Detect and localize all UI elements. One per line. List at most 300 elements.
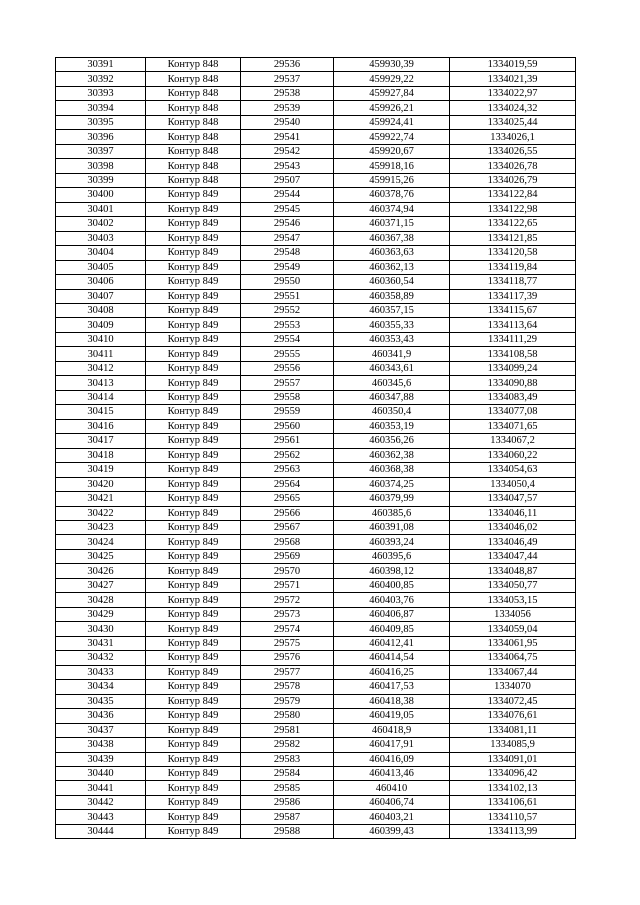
contour-name-cell: Контур 849 (146, 709, 241, 723)
vertex-id-cell: 29576 (241, 651, 334, 665)
contour-name-cell: Контур 849 (146, 405, 241, 419)
x-coordinate-cell: 460409,85 (334, 622, 450, 636)
y-coordinate-cell: 1334072,45 (450, 694, 576, 708)
y-coordinate-cell: 1334070 (450, 680, 576, 694)
point-number-cell: 30439 (56, 752, 146, 766)
coordinates-table (55, 57, 576, 839)
vertex-id-cell: 29586 (241, 795, 334, 809)
y-coordinate-cell: 1334076,61 (450, 709, 576, 723)
vertex-id-cell: 29540 (241, 115, 334, 129)
contour-name-cell: Контур 849 (146, 752, 241, 766)
y-coordinate-cell: 1334102,13 (450, 781, 576, 795)
table-row (56, 593, 576, 607)
vertex-id-cell: 29585 (241, 781, 334, 795)
vertex-id-cell: 29549 (241, 260, 334, 274)
vertex-id-cell: 29581 (241, 723, 334, 737)
y-coordinate-cell: 1334091,01 (450, 752, 576, 766)
contour-name-cell: Контур 849 (146, 694, 241, 708)
point-number-cell: 30391 (56, 58, 146, 72)
table-row (56, 564, 576, 578)
point-number-cell: 30413 (56, 376, 146, 390)
table-row (56, 231, 576, 245)
table-row (56, 217, 576, 231)
contour-name-cell: Контур 849 (146, 303, 241, 317)
vertex-id-cell: 29583 (241, 752, 334, 766)
point-number-cell: 30406 (56, 275, 146, 289)
y-coordinate-cell: 1334122,65 (450, 217, 576, 231)
point-number-cell: 30394 (56, 101, 146, 115)
table-row (56, 738, 576, 752)
table-row (56, 781, 576, 795)
table-row (56, 246, 576, 260)
vertex-id-cell: 29578 (241, 680, 334, 694)
x-coordinate-cell: 460412,41 (334, 636, 450, 650)
vertex-id-cell: 29577 (241, 665, 334, 679)
point-number-cell: 30395 (56, 115, 146, 129)
x-coordinate-cell: 460363,63 (334, 246, 450, 260)
x-coordinate-cell: 459929,22 (334, 72, 450, 86)
x-coordinate-cell: 460406,87 (334, 607, 450, 621)
x-coordinate-cell: 460393,24 (334, 535, 450, 549)
contour-name-cell: Контур 849 (146, 202, 241, 216)
contour-name-cell: Контур 849 (146, 318, 241, 332)
vertex-id-cell: 29539 (241, 101, 334, 115)
vertex-id-cell: 29568 (241, 535, 334, 549)
contour-name-cell: Контур 849 (146, 738, 241, 752)
x-coordinate-cell: 460353,19 (334, 419, 450, 433)
table-body (56, 58, 576, 839)
table-row (56, 636, 576, 650)
vertex-id-cell: 29563 (241, 463, 334, 477)
vertex-id-cell: 29547 (241, 231, 334, 245)
y-coordinate-cell: 1334025,44 (450, 115, 576, 129)
contour-name-cell: Контур 848 (146, 144, 241, 158)
point-number-cell: 30407 (56, 289, 146, 303)
contour-name-cell: Контур 848 (146, 159, 241, 173)
contour-name-cell: Контур 849 (146, 622, 241, 636)
table-row (56, 680, 576, 694)
point-number-cell: 30417 (56, 434, 146, 448)
y-coordinate-cell: 1334056 (450, 607, 576, 621)
x-coordinate-cell: 459930,39 (334, 58, 450, 72)
y-coordinate-cell: 1334019,59 (450, 58, 576, 72)
x-coordinate-cell: 460362,13 (334, 260, 450, 274)
point-number-cell: 30425 (56, 549, 146, 563)
x-coordinate-cell: 460403,76 (334, 593, 450, 607)
contour-name-cell: Контур 849 (146, 665, 241, 679)
contour-name-cell: Контур 848 (146, 115, 241, 129)
vertex-id-cell: 29560 (241, 419, 334, 433)
vertex-id-cell: 29545 (241, 202, 334, 216)
y-coordinate-cell: 1334113,64 (450, 318, 576, 332)
contour-name-cell: Контур 848 (146, 173, 241, 187)
table-row (56, 275, 576, 289)
contour-name-cell: Контур 849 (146, 680, 241, 694)
vertex-id-cell: 29556 (241, 361, 334, 375)
y-coordinate-cell: 1334047,57 (450, 492, 576, 506)
y-coordinate-cell: 1334090,88 (450, 376, 576, 390)
y-coordinate-cell: 1334122,84 (450, 188, 576, 202)
point-number-cell: 30412 (56, 361, 146, 375)
vertex-id-cell: 29580 (241, 709, 334, 723)
x-coordinate-cell: 459918,16 (334, 159, 450, 173)
x-coordinate-cell: 460418,38 (334, 694, 450, 708)
x-coordinate-cell: 460395,6 (334, 549, 450, 563)
vertex-id-cell: 29550 (241, 275, 334, 289)
table-row (56, 86, 576, 100)
y-coordinate-cell: 1334050,4 (450, 477, 576, 491)
point-number-cell: 30410 (56, 332, 146, 346)
x-coordinate-cell: 460374,25 (334, 477, 450, 491)
contour-name-cell: Контур 849 (146, 766, 241, 780)
x-coordinate-cell: 460414,54 (334, 651, 450, 665)
y-coordinate-cell: 1334047,44 (450, 549, 576, 563)
vertex-id-cell: 29571 (241, 578, 334, 592)
point-number-cell: 30442 (56, 795, 146, 809)
vertex-id-cell: 29507 (241, 173, 334, 187)
vertex-id-cell: 29554 (241, 332, 334, 346)
point-number-cell: 30423 (56, 521, 146, 535)
table-row (56, 535, 576, 549)
vertex-id-cell: 29561 (241, 434, 334, 448)
table-row (56, 303, 576, 317)
vertex-id-cell: 29584 (241, 766, 334, 780)
vertex-id-cell: 29543 (241, 159, 334, 173)
point-number-cell: 30399 (56, 173, 146, 187)
point-number-cell: 30405 (56, 260, 146, 274)
x-coordinate-cell: 460371,15 (334, 217, 450, 231)
point-number-cell: 30397 (56, 144, 146, 158)
vertex-id-cell: 29544 (241, 188, 334, 202)
vertex-id-cell: 29548 (241, 246, 334, 260)
point-number-cell: 30428 (56, 593, 146, 607)
vertex-id-cell: 29587 (241, 810, 334, 824)
y-coordinate-cell: 1334021,39 (450, 72, 576, 86)
y-coordinate-cell: 1334064,75 (450, 651, 576, 665)
table-row (56, 144, 576, 158)
contour-name-cell: Контур 849 (146, 651, 241, 665)
table-row (56, 332, 576, 346)
vertex-id-cell: 29562 (241, 448, 334, 462)
point-number-cell: 30424 (56, 535, 146, 549)
point-number-cell: 30434 (56, 680, 146, 694)
table-row (56, 130, 576, 144)
contour-name-cell: Контур 849 (146, 361, 241, 375)
x-coordinate-cell: 460350,4 (334, 405, 450, 419)
point-number-cell: 30415 (56, 405, 146, 419)
contour-name-cell: Контур 849 (146, 390, 241, 404)
contour-name-cell: Контур 849 (146, 564, 241, 578)
table-row (56, 173, 576, 187)
contour-name-cell: Контур 849 (146, 448, 241, 462)
vertex-id-cell: 29579 (241, 694, 334, 708)
table-row (56, 159, 576, 173)
table-row (56, 492, 576, 506)
y-coordinate-cell: 1334048,87 (450, 564, 576, 578)
point-number-cell: 30444 (56, 824, 146, 838)
contour-name-cell: Контур 848 (146, 101, 241, 115)
y-coordinate-cell: 1334022,97 (450, 86, 576, 100)
table-row (56, 506, 576, 520)
vertex-id-cell: 29557 (241, 376, 334, 390)
x-coordinate-cell: 460419,05 (334, 709, 450, 723)
table-row (56, 405, 576, 419)
contour-name-cell: Контур 849 (146, 607, 241, 621)
y-coordinate-cell: 1334110,57 (450, 810, 576, 824)
contour-name-cell: Контур 849 (146, 636, 241, 650)
x-coordinate-cell: 460417,91 (334, 738, 450, 752)
x-coordinate-cell: 460360,54 (334, 275, 450, 289)
y-coordinate-cell: 1334053,15 (450, 593, 576, 607)
x-coordinate-cell: 459927,84 (334, 86, 450, 100)
y-coordinate-cell: 1334085,9 (450, 738, 576, 752)
point-number-cell: 30419 (56, 463, 146, 477)
point-number-cell: 30421 (56, 492, 146, 506)
vertex-id-cell: 29542 (241, 144, 334, 158)
y-coordinate-cell: 1334060,22 (450, 448, 576, 462)
x-coordinate-cell: 460374,94 (334, 202, 450, 216)
table-row (56, 115, 576, 129)
vertex-id-cell: 29573 (241, 607, 334, 621)
x-coordinate-cell: 460357,15 (334, 303, 450, 317)
y-coordinate-cell: 1334077,08 (450, 405, 576, 419)
table-row (56, 361, 576, 375)
vertex-id-cell: 29575 (241, 636, 334, 650)
table-row (56, 289, 576, 303)
x-coordinate-cell: 460410 (334, 781, 450, 795)
point-number-cell: 30432 (56, 651, 146, 665)
contour-name-cell: Контур 849 (146, 289, 241, 303)
vertex-id-cell: 29566 (241, 506, 334, 520)
table-row (56, 824, 576, 838)
x-coordinate-cell: 460362,38 (334, 448, 450, 462)
vertex-id-cell: 29567 (241, 521, 334, 535)
contour-name-cell: Контур 849 (146, 188, 241, 202)
point-number-cell: 30438 (56, 738, 146, 752)
table-row (56, 448, 576, 462)
vertex-id-cell: 29552 (241, 303, 334, 317)
point-number-cell: 30408 (56, 303, 146, 317)
point-number-cell: 30403 (56, 231, 146, 245)
contour-name-cell: Контур 849 (146, 795, 241, 809)
vertex-id-cell: 29555 (241, 347, 334, 361)
contour-name-cell: Контур 848 (146, 72, 241, 86)
point-number-cell: 30430 (56, 622, 146, 636)
vertex-id-cell: 29564 (241, 477, 334, 491)
vertex-id-cell: 29572 (241, 593, 334, 607)
x-coordinate-cell: 460343,61 (334, 361, 450, 375)
point-number-cell: 30402 (56, 217, 146, 231)
contour-name-cell: Контур 849 (146, 419, 241, 433)
y-coordinate-cell: 1334111,29 (450, 332, 576, 346)
y-coordinate-cell: 1334026,1 (450, 130, 576, 144)
y-coordinate-cell: 1334081,11 (450, 723, 576, 737)
contour-name-cell: Контур 849 (146, 231, 241, 245)
vertex-id-cell: 29537 (241, 72, 334, 86)
y-coordinate-cell: 1334115,67 (450, 303, 576, 317)
point-number-cell: 30427 (56, 578, 146, 592)
vertex-id-cell: 29541 (241, 130, 334, 144)
point-number-cell: 30409 (56, 318, 146, 332)
y-coordinate-cell: 1334046,11 (450, 506, 576, 520)
y-coordinate-cell: 1334046,02 (450, 521, 576, 535)
point-number-cell: 30400 (56, 188, 146, 202)
x-coordinate-cell: 460385,6 (334, 506, 450, 520)
vertex-id-cell: 29551 (241, 289, 334, 303)
table-row (56, 709, 576, 723)
point-number-cell: 30441 (56, 781, 146, 795)
contour-name-cell: Контур 849 (146, 217, 241, 231)
point-number-cell: 30433 (56, 665, 146, 679)
table-row (56, 390, 576, 404)
y-coordinate-cell: 1334054,63 (450, 463, 576, 477)
y-coordinate-cell: 1334108,58 (450, 347, 576, 361)
table-row (56, 434, 576, 448)
table-row (56, 607, 576, 621)
y-coordinate-cell: 1334071,65 (450, 419, 576, 433)
table-row (56, 578, 576, 592)
point-number-cell: 30437 (56, 723, 146, 737)
vertex-id-cell: 29538 (241, 86, 334, 100)
contour-name-cell: Контур 849 (146, 781, 241, 795)
contour-name-cell: Контур 849 (146, 246, 241, 260)
x-coordinate-cell: 460379,99 (334, 492, 450, 506)
contour-name-cell: Контур 849 (146, 506, 241, 520)
contour-name-cell: Контур 849 (146, 578, 241, 592)
contour-name-cell: Контур 849 (146, 535, 241, 549)
contour-name-cell: Контур 849 (146, 463, 241, 477)
x-coordinate-cell: 460400,85 (334, 578, 450, 592)
y-coordinate-cell: 1334059,04 (450, 622, 576, 636)
y-coordinate-cell: 1334119,84 (450, 260, 576, 274)
contour-name-cell: Контур 849 (146, 810, 241, 824)
y-coordinate-cell: 1334026,79 (450, 173, 576, 187)
y-coordinate-cell: 1334046,49 (450, 535, 576, 549)
table-row (56, 521, 576, 535)
x-coordinate-cell: 460406,74 (334, 795, 450, 809)
vertex-id-cell: 29569 (241, 549, 334, 563)
point-number-cell: 30416 (56, 419, 146, 433)
vertex-id-cell: 29536 (241, 58, 334, 72)
vertex-id-cell: 29565 (241, 492, 334, 506)
table-row (56, 58, 576, 72)
x-coordinate-cell: 460391,08 (334, 521, 450, 535)
table-row (56, 376, 576, 390)
table-row (56, 260, 576, 274)
x-coordinate-cell: 460416,09 (334, 752, 450, 766)
y-coordinate-cell: 1334120,58 (450, 246, 576, 260)
point-number-cell: 30426 (56, 564, 146, 578)
x-coordinate-cell: 460418,9 (334, 723, 450, 737)
table-row (56, 202, 576, 216)
table-row (56, 318, 576, 332)
vertex-id-cell: 29553 (241, 318, 334, 332)
table-row (56, 810, 576, 824)
vertex-id-cell: 29546 (241, 217, 334, 231)
point-number-cell: 30393 (56, 86, 146, 100)
contour-name-cell: Контур 849 (146, 347, 241, 361)
vertex-id-cell: 29570 (241, 564, 334, 578)
y-coordinate-cell: 1334122,98 (450, 202, 576, 216)
x-coordinate-cell: 460417,53 (334, 680, 450, 694)
point-number-cell: 30404 (56, 246, 146, 260)
vertex-id-cell: 29574 (241, 622, 334, 636)
table-row (56, 665, 576, 679)
contour-name-cell: Контур 849 (146, 824, 241, 838)
table-row (56, 694, 576, 708)
x-coordinate-cell: 460403,21 (334, 810, 450, 824)
table-row (56, 622, 576, 636)
vertex-id-cell: 29582 (241, 738, 334, 752)
x-coordinate-cell: 459915,26 (334, 173, 450, 187)
y-coordinate-cell: 1334067,2 (450, 434, 576, 448)
point-number-cell: 30436 (56, 709, 146, 723)
point-number-cell: 30414 (56, 390, 146, 404)
table-row (56, 723, 576, 737)
y-coordinate-cell: 1334118,77 (450, 275, 576, 289)
table-row (56, 795, 576, 809)
contour-name-cell: Контур 849 (146, 492, 241, 506)
x-coordinate-cell: 460378,76 (334, 188, 450, 202)
y-coordinate-cell: 1334061,95 (450, 636, 576, 650)
vertex-id-cell: 29588 (241, 824, 334, 838)
table-row (56, 463, 576, 477)
x-coordinate-cell: 459922,74 (334, 130, 450, 144)
contour-name-cell: Контур 848 (146, 58, 241, 72)
table-row (56, 766, 576, 780)
document-page (55, 57, 576, 839)
point-number-cell: 30411 (56, 347, 146, 361)
y-coordinate-cell: 1334121,85 (450, 231, 576, 245)
y-coordinate-cell: 1334096,42 (450, 766, 576, 780)
table-row (56, 419, 576, 433)
table-row (56, 752, 576, 766)
point-number-cell: 30440 (56, 766, 146, 780)
y-coordinate-cell: 1334117,39 (450, 289, 576, 303)
y-coordinate-cell: 1334067,44 (450, 665, 576, 679)
contour-name-cell: Контур 848 (146, 86, 241, 100)
contour-name-cell: Контур 849 (146, 521, 241, 535)
contour-name-cell: Контур 849 (146, 723, 241, 737)
x-coordinate-cell: 460345,6 (334, 376, 450, 390)
contour-name-cell: Контур 849 (146, 332, 241, 346)
x-coordinate-cell: 460341,9 (334, 347, 450, 361)
point-number-cell: 30420 (56, 477, 146, 491)
x-coordinate-cell: 460356,26 (334, 434, 450, 448)
point-number-cell: 30398 (56, 159, 146, 173)
table-row (56, 651, 576, 665)
vertex-id-cell: 29559 (241, 405, 334, 419)
x-coordinate-cell: 459920,67 (334, 144, 450, 158)
x-coordinate-cell: 460353,43 (334, 332, 450, 346)
point-number-cell: 30431 (56, 636, 146, 650)
table-row (56, 72, 576, 86)
x-coordinate-cell: 460399,43 (334, 824, 450, 838)
x-coordinate-cell: 459926,21 (334, 101, 450, 115)
contour-name-cell: Контур 849 (146, 260, 241, 274)
contour-name-cell: Контур 849 (146, 549, 241, 563)
y-coordinate-cell: 1334099,24 (450, 361, 576, 375)
contour-name-cell: Контур 849 (146, 434, 241, 448)
x-coordinate-cell: 460367,38 (334, 231, 450, 245)
x-coordinate-cell: 459924,41 (334, 115, 450, 129)
y-coordinate-cell: 1334026,55 (450, 144, 576, 158)
table-row (56, 101, 576, 115)
point-number-cell: 30401 (56, 202, 146, 216)
x-coordinate-cell: 460368,38 (334, 463, 450, 477)
point-number-cell: 30429 (56, 607, 146, 621)
table-row (56, 188, 576, 202)
